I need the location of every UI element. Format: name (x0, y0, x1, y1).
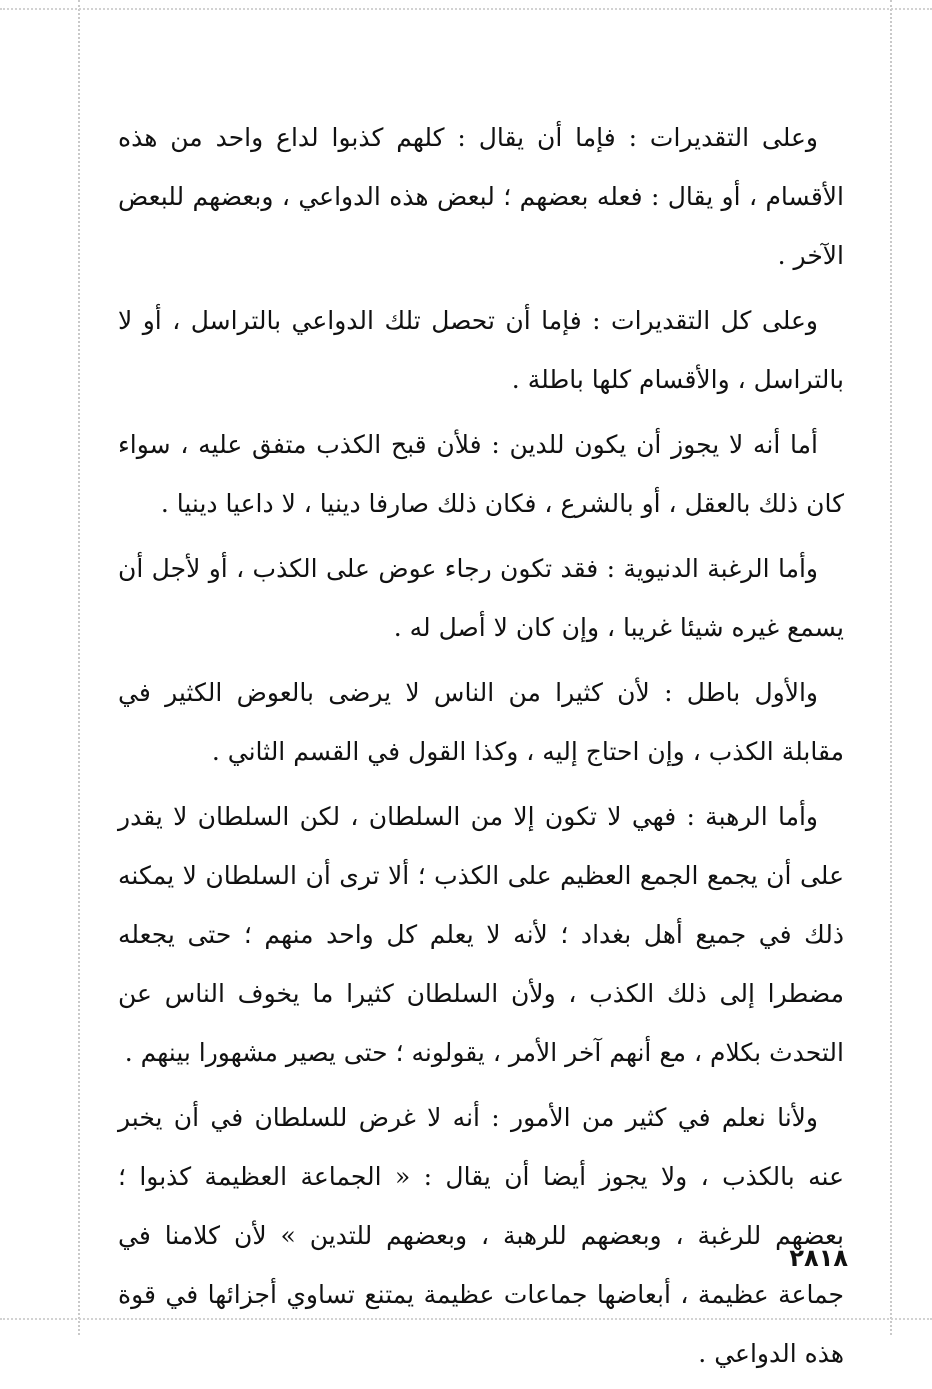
paragraph-7: ولأنا نعلم في كثير من الأمور : أنه لا غرض للسلطان في أن يخبر عنه بالكذب ، ولا يجوز أيضا أن يقال : « الجماعة العظيمة كذبوا ؛ بعضهم للرغبة ، وبعضهم للرهبة ، وبعضهم للتدين » لأن كلامنا في جماعة عظيمة ، أبعاضها جماعات عظيمة يمتنع تساوي أجزائها في قوة هذه الدواعي . (118, 1103, 844, 1368)
page-number: ٢٨١٨ (789, 1244, 848, 1272)
left-dotted-margin (78, 0, 80, 1335)
paragraph-4: وأما الرغبة الدنيوية : فقد تكون رجاء عوض على الكذب ، أو لأجل أن يسمع غيره شيئا غريبا ، وإن كان لا أصل له . (118, 554, 844, 642)
paragraph-3: أما أنه لا يجوز أن يكون للدين : فلأن قبح الكذب متفق عليه ، سواء كان ذلك بالعقل ، أو بالشرع ، فكان ذلك صارفا دينيا ، لا داعيا دينيا . (118, 430, 844, 518)
page-body-text (118, 108, 844, 1389)
paragraph-6: وأما الرهبة : فهي لا تكون إلا من السلطان ، لكن السلطان لا يقدر على أن يجمع الجمع العظيم على الكذب ؛ ألا ترى أن السلطان لا يمكنه ذلك في جميع أهل بغداد ؛ لأنه لا يعلم كل واحد منهم ؛ حتى يجعله مضطرا إلى ذلك الكذب ، ولأن السلطان كثيرا ما يخوف الناس عن التحدث بكلام ، مع أنهم آخر الأمر ، يقولونه ؛ حتى يصير مشهورا بينهم . (118, 802, 844, 1067)
paragraph-2: وعلى كل التقديرات : فإما أن تحصل تلك الدواعي بالتراسل ، أو لا بالتراسل ، والأقسام كلها باطلة . (118, 306, 844, 394)
paragraph-1: وعلى التقديرات : فإما أن يقال : كلهم كذبوا لداع واحد من هذه الأقسام ، أو يقال : فعله بعضهم ؛ لبعض هذه الدواعي ، وبعضهم للبعض الآخر . (118, 123, 844, 270)
paragraph-5: والأول باطل : لأن كثيرا من الناس لا يرضى بالعوض الكثير في مقابلة الكذب ، وإن احتاج إليه ، وكذا القول في القسم الثاني . (118, 678, 844, 766)
right-dotted-margin (890, 0, 892, 1335)
top-dotted-margin (0, 8, 932, 10)
